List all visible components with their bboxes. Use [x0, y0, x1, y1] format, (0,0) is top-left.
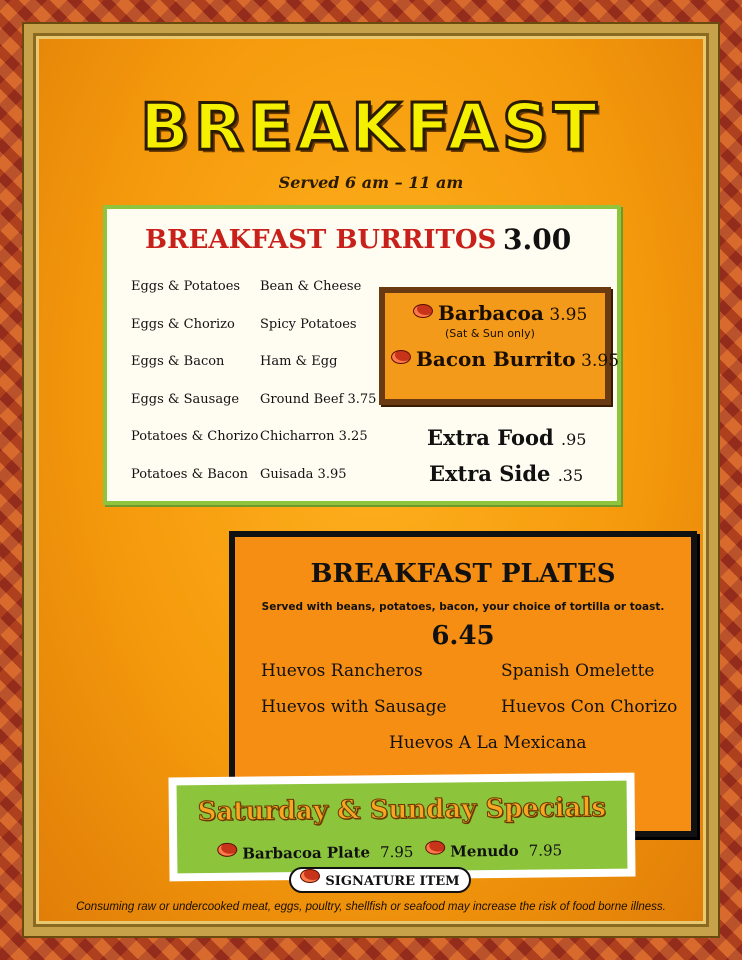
burritos-price: 3.00 [503, 223, 572, 256]
specials-inner [177, 781, 628, 874]
plates-title: BREAKFAST PLATES [310, 559, 616, 589]
extra-side-price: .35 [557, 466, 584, 485]
plate-item: Huevos A La Mexicana [389, 733, 587, 753]
plate-item: Huevos with Sausage [261, 697, 447, 717]
plates-subtitle: Served with beans, potatoes, bacon, your choice of tortilla or toast. [261, 601, 665, 613]
chili-icon [217, 843, 237, 857]
featured-item-name: Bacon Burrito [416, 347, 576, 371]
extra-food-label: Extra Food [427, 425, 554, 450]
extra-side-label: Extra Side [429, 461, 551, 486]
plate-item: Spanish Omelette [501, 661, 655, 681]
list-item: Ground Beef 3.75 [260, 391, 377, 407]
food-safety-disclaimer: Consuming raw or undercooked meat, eggs, poultry, shellfish or seafood may increase the risk of food borne illness. [76, 901, 666, 913]
special-item-menudo [425, 839, 562, 860]
burritos-list-col1 [131, 279, 258, 504]
burritos-panel [103, 205, 621, 505]
chili-icon [391, 350, 411, 364]
list-item: Spicy Potatoes [260, 316, 357, 332]
list-item: Guisada 3.95 [260, 466, 347, 482]
signature-item-badge [289, 867, 471, 893]
featured-item-name: Barbacoa [438, 301, 544, 325]
list-item: Ham & Egg [260, 354, 338, 369]
specials-panel [168, 773, 635, 882]
menu-frame [24, 24, 718, 936]
list-item: Eggs & Chorizo [131, 316, 235, 332]
list-item: Bean & Cheese [260, 279, 362, 294]
list-item: Eggs & Sausage [131, 391, 240, 407]
specials-title: Saturday & Sunday Specials [197, 792, 607, 828]
plate-item: Huevos Rancheros [261, 661, 423, 681]
special-item-price: 7.95 [528, 841, 563, 860]
list-item: Potatoes & Bacon [131, 466, 249, 482]
featured-item-bacon-burrito [391, 347, 619, 371]
special-item-name: Barbacoa Plate [242, 843, 371, 863]
special-item-price: 7.95 [379, 842, 414, 862]
chili-icon [425, 841, 445, 855]
served-hours: Served 6 am – 11 am [278, 173, 464, 192]
menu-title: BREAKFAST [140, 91, 602, 165]
special-item-barbacoa-plate [217, 841, 413, 863]
burritos-title: BREAKFAST BURRITOS [145, 225, 497, 255]
extra-food-price: .95 [560, 430, 587, 449]
extra-food [427, 425, 586, 450]
special-item-name: Menudo [450, 841, 519, 861]
featured-item-price: 3.95 [549, 305, 588, 325]
signature-label: SIGNATURE ITEM [325, 874, 460, 889]
list-item: Eggs & Potatoes [131, 279, 241, 294]
featured-burritos-box [379, 287, 620, 405]
extra-side [429, 461, 583, 486]
list-item: Eggs & Bacon [131, 354, 225, 369]
featured-item-price: 3.95 [581, 351, 620, 371]
list-item: Potatoes & Chorizo [131, 429, 259, 444]
chili-icon [300, 869, 320, 883]
chili-icon [413, 304, 433, 318]
plates-price: 6.45 [431, 621, 495, 651]
featured-item-note: (Sat & Sun only) [445, 327, 535, 340]
featured-item-barbacoa [413, 301, 587, 325]
list-item: Chicharron 3.25 [260, 429, 368, 444]
plate-item: Huevos Con Chorizo [501, 697, 678, 717]
burritos-list-col2 [260, 279, 376, 504]
